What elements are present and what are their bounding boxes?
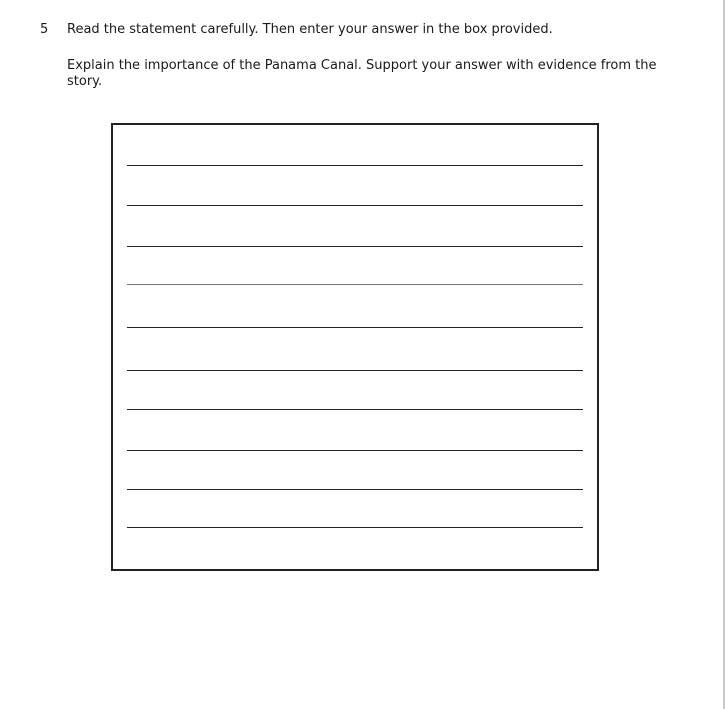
page-edge-divider — [723, 0, 725, 709]
answer-line — [127, 327, 583, 328]
answer-line — [127, 409, 583, 410]
question-prompt: Explain the importance of the Panama Canal. Support your answer with evidence from the story. — [67, 58, 657, 89]
question-instruction: Read the statement carefully. Then enter your answer in the box provided. — [67, 22, 553, 37]
answer-line — [127, 284, 583, 285]
answer-line — [127, 205, 583, 206]
answer-line — [127, 246, 583, 247]
question-number: 5 — [40, 22, 49, 37]
answer-box[interactable] — [111, 123, 599, 571]
answer-line — [127, 165, 583, 166]
answer-line — [127, 489, 583, 490]
answer-line — [127, 450, 583, 451]
answer-line — [127, 370, 583, 371]
answer-line — [127, 527, 583, 528]
